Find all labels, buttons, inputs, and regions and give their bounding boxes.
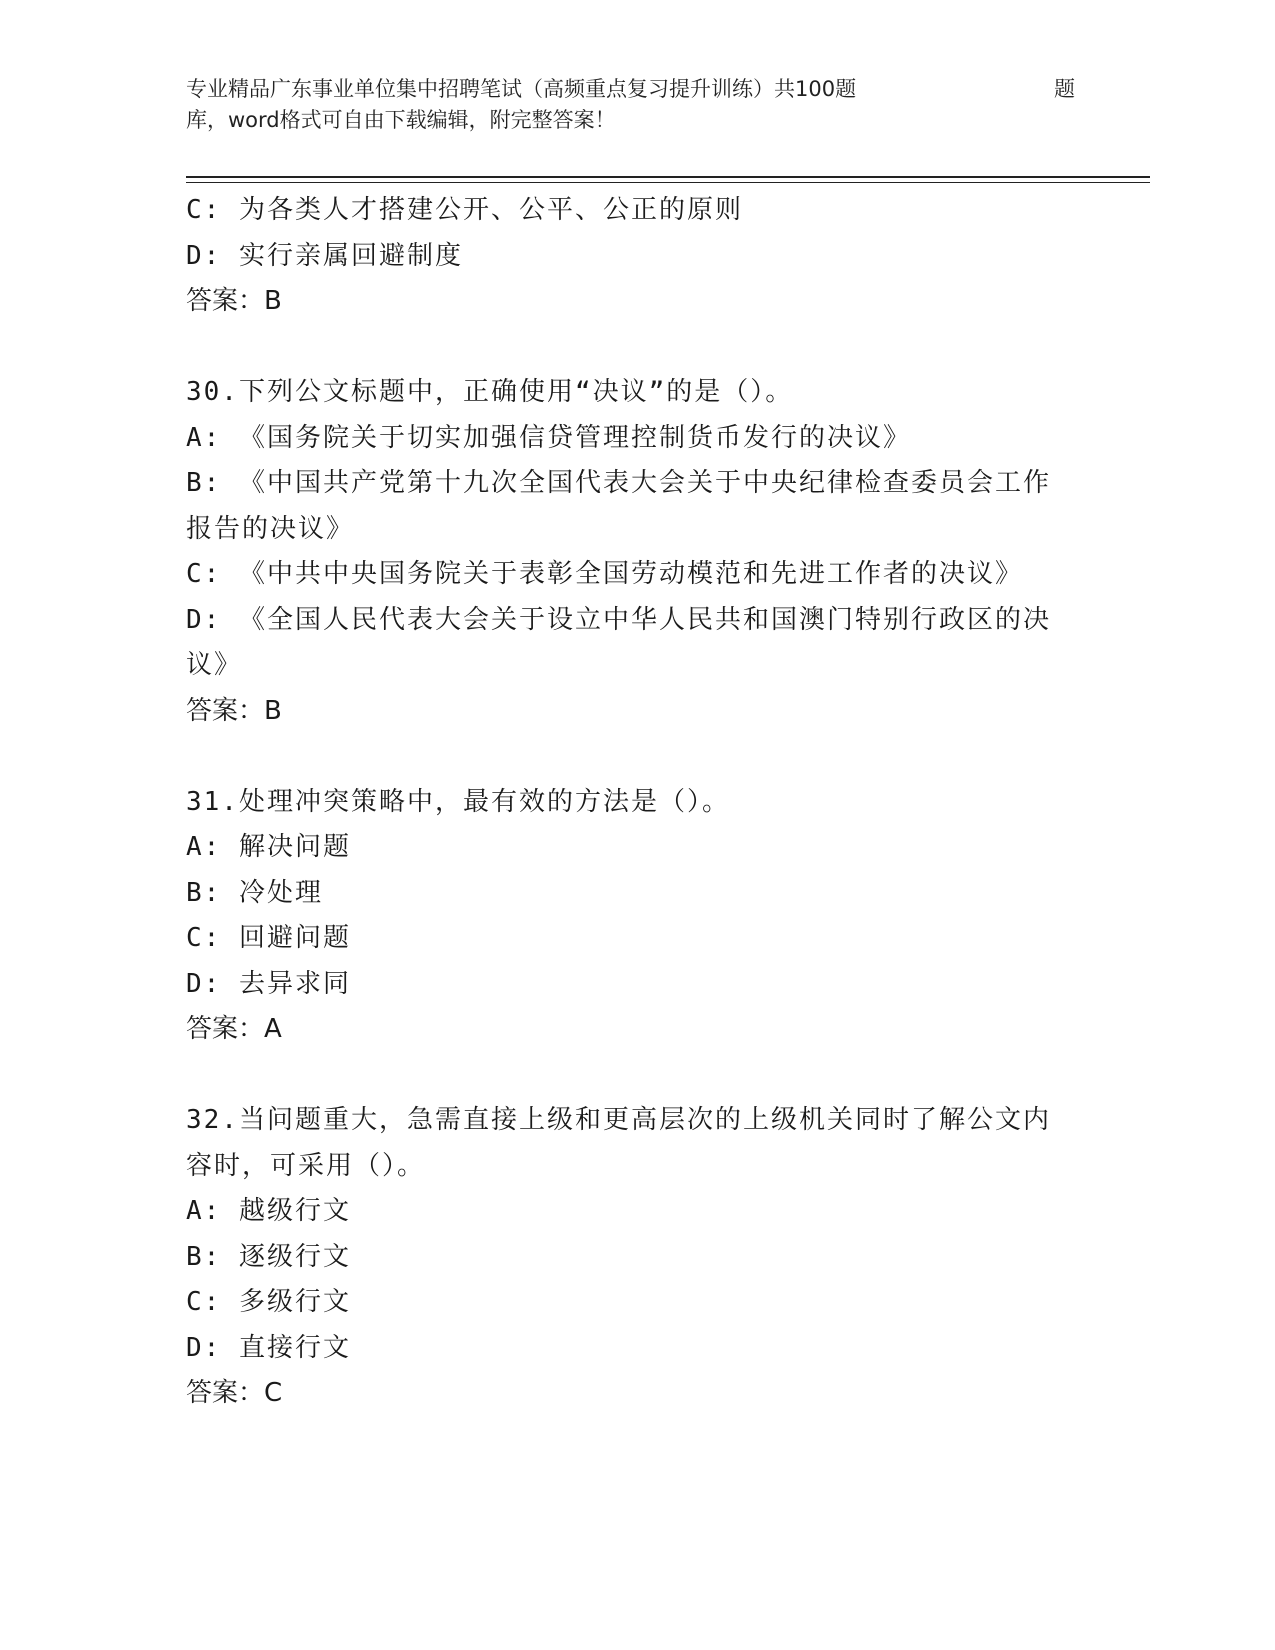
option-a: A: 越级行文: [186, 1196, 351, 1226]
answer: 答案：B: [186, 695, 282, 726]
question-spacer: [186, 734, 1086, 780]
answer: 答案：B: [186, 286, 282, 316]
header-line-2: 库，word格式可自由下载编辑，附完整答案！: [186, 108, 616, 132]
option-b: B: 冷处理: [186, 877, 323, 908]
option-d: D: 实行亲属回避制度: [186, 240, 463, 271]
option-c: C: 回避问题: [186, 923, 351, 953]
question-spacer: [186, 1053, 1086, 1099]
header-line-1: 专业精品广东事业单位集中招聘笔试（高频重点复习提升训练）共100题: [186, 77, 857, 101]
option-c: C: 为各类人才搭建公开、公平、公正的原则: [186, 195, 743, 225]
option-c: C: 多级行文: [186, 1287, 351, 1317]
option-c: C: 《中共中央国务院关于表彰全国劳动模范和先进工作者的决议》: [186, 559, 1023, 589]
question-32: [186, 1098, 1086, 1417]
question-stem-continued: 容时，可采用（）。: [186, 1150, 426, 1181]
answer: 答案：C: [186, 1378, 283, 1408]
option-d: D: 直接行文: [186, 1332, 351, 1363]
option-a: A: 《国务院关于切实加强信贷管理控制货币发行的决议》: [186, 422, 911, 453]
question-spacer: [186, 325, 1086, 371]
header-line-1-tail: 题: [1054, 77, 1075, 101]
option-b: B: 逐级行文: [186, 1241, 351, 1272]
option-b-continued: 报告的决议》: [186, 513, 355, 544]
option-d: D: 去异求同: [186, 968, 351, 999]
question-stem: 32.当问题重大，急需直接上级和更高层次的上级机关同时了解公文内: [186, 1105, 1051, 1135]
question-30: [186, 370, 1086, 734]
question-31: [186, 780, 1086, 1053]
option-b: B: 《中国共产党第十九次全国代表大会关于中央纪律检查委员会工作: [186, 468, 1051, 498]
header-divider-thick: [186, 176, 1150, 178]
answer: 答案：A: [186, 1014, 282, 1044]
previous-question-block: [186, 188, 1086, 325]
question-stem: 31.处理冲突策略中，最有效的方法是（）。: [186, 786, 730, 817]
option-d: D: 《全国人民代表大会关于设立中华人民共和国澳门特别行政区的决: [186, 604, 1051, 635]
question-stem: 30.下列公文标题中，正确使用“决议”的是（）。: [186, 377, 794, 407]
option-a: A: 解决问题: [186, 832, 351, 862]
page-header: [186, 74, 1086, 136]
document-body: [186, 188, 1086, 1417]
header-divider-thin: [186, 182, 1150, 183]
option-d-continued: 议》: [186, 650, 243, 680]
